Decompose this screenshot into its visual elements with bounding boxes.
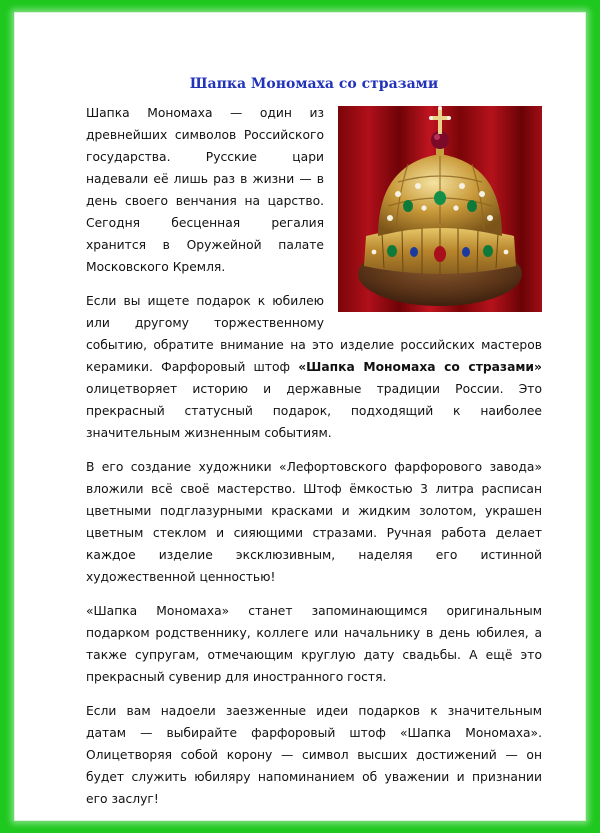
document [86,74,542,822]
paragraph-5: Если вам надоели заезженные идеи подарков к значительным датам — выбирайте фарфоровый штоф «Шапка Мономаха». Олицетворяя собой корону — символ высших достижений — он будет служить юбиляру напоминанием об уважении и признании его заслуг! [86,704,542,806]
document-body [86,74,542,810]
monomakh-cap-photo [338,106,542,312]
product-name-bold: «Шапка Мономаха со стразами» [298,360,542,374]
crown-image [338,106,542,312]
paragraph-1: Шапка Мономаха — один из древнейших символов Российского государства. Русские цари надевали её лишь раз в жизни — в день своего венчания на царство. Сегодня бесценная регалия хранится в Оружейной палате Московского Кремля. [86,106,324,274]
paragraph-3: В его создание художники «Лефортовского фарфорового завода» вложили всё своё мастерство. Штоф ёмкостью 3 литра расписан цветными подглазурными красками и жидким золотом, украшен цветным стеклом и сияющими стразами. Ручная работа делает каждое изделие эксклюзивным, наделяя его истинной художественной ценностью! [86,460,542,584]
document-title: Шапка Мономаха со стразами [189,76,439,92]
paragraph-2-start: Если вы ищете подарок к юбилею или другому торжественному событию, обратите внимание на это изделие российских мастеров керамики. Фарфоровый штоф [86,294,542,374]
paragraph-2-end: олицетворяет историю и державные традиции России. Это прекрасный статусный подарок, подходящий к наиболее значительным жизненным событиям. [86,382,542,440]
paragraph-2 [86,290,542,444]
paragraph-4: «Шапка Мономаха» станет запоминающимся оригинальным подарком родственнику, коллеге или начальнику в день юбилея, а также супругам, отмечающим круглую дату свадьбы. А ещё это прекрасный сувенир для иностранного гостя. [86,604,542,684]
